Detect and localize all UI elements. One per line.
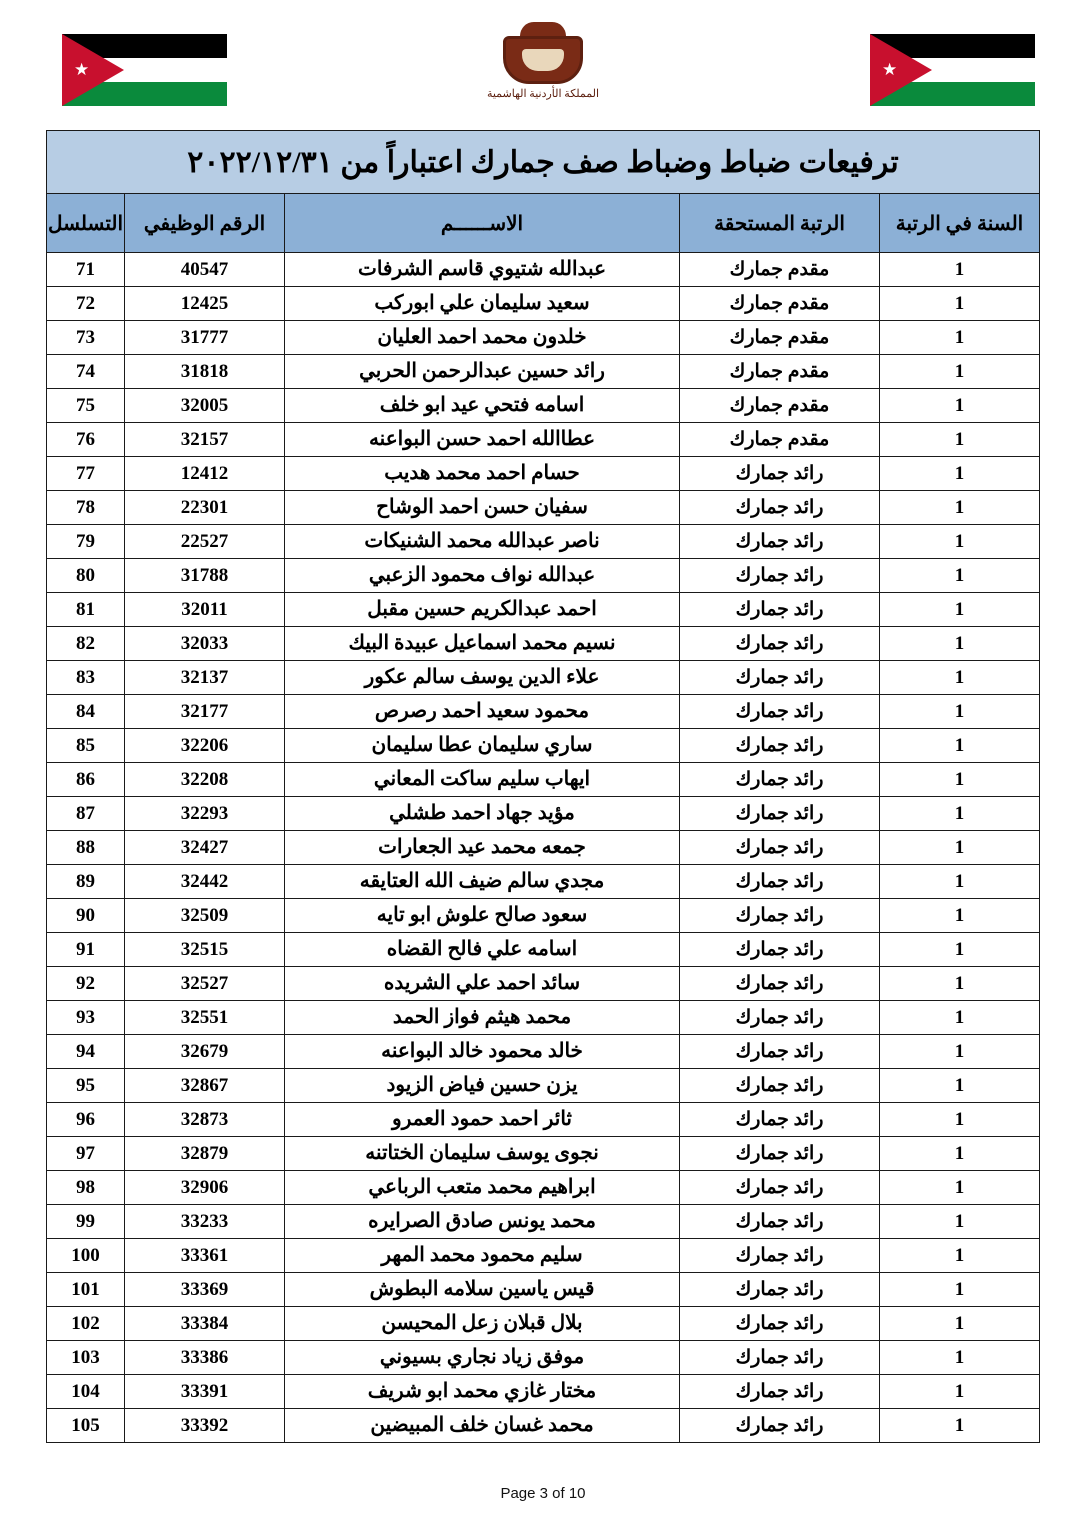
cell-name: ساري سليمان عطا سليمان [285,729,680,763]
cell-rank: رائد جمارك [680,1001,880,1035]
cell-name: ايهاب سليم ساكت المعاني [285,763,680,797]
cell-employee-number: 32206 [125,729,285,763]
cell-rank: رائد جمارك [680,559,880,593]
cell-name: عبدالله نواف محمود الزعبي [285,559,680,593]
table-header-row [47,194,1040,253]
cell-sequence: 90 [47,899,125,933]
cell-rank: رائد جمارك [680,933,880,967]
cell-sequence: 92 [47,967,125,1001]
cell-name: اسامه فتحي عيد ابو خلف [285,389,680,423]
cell-sequence: 93 [47,1001,125,1035]
cell-rank: رائد جمارك [680,1103,880,1137]
cell-year: 1 [880,389,1040,423]
cell-rank: مقدم جمارك [680,253,880,287]
cell-sequence: 100 [47,1239,125,1273]
cell-employee-number: 32011 [125,593,285,627]
cell-rank: رائد جمارك [680,491,880,525]
cell-name: ثائر احمد حمود العمرو [285,1103,680,1137]
table-row [47,389,1040,423]
jordan-flag-right-icon [870,34,1035,106]
cell-sequence: 73 [47,321,125,355]
cell-name: موفق زياد نجاري بسيوني [285,1341,680,1375]
cell-rank: مقدم جمارك [680,423,880,457]
cell-name: مختار غازي محمد ابو شريف [285,1375,680,1409]
cell-year: 1 [880,1341,1040,1375]
cell-rank: رائد جمارك [680,1409,880,1443]
cell-sequence: 77 [47,457,125,491]
cell-rank: رائد جمارك [680,899,880,933]
promotions-table-container [46,130,1040,1443]
cell-rank: رائد جمارك [680,865,880,899]
cell-rank: رائد جمارك [680,1273,880,1307]
table-row [47,1001,1040,1035]
cell-sequence: 102 [47,1307,125,1341]
cell-year: 1 [880,1035,1040,1069]
cell-employee-number: 12412 [125,457,285,491]
national-emblem [458,22,628,100]
emblem-caption: المملكة الأردنية الهاشمية [486,88,600,100]
cell-employee-number: 32679 [125,1035,285,1069]
cell-employee-number: 22527 [125,525,285,559]
cell-rank: مقدم جمارك [680,355,880,389]
cell-rank: مقدم جمارك [680,321,880,355]
cell-name: محمد غسان خلف المبيضين [285,1409,680,1443]
table-row [47,457,1040,491]
cell-sequence: 74 [47,355,125,389]
cell-employee-number: 31818 [125,355,285,389]
cell-employee-number: 33392 [125,1409,285,1443]
cell-employee-number: 32177 [125,695,285,729]
cell-year: 1 [880,797,1040,831]
table-row [47,1239,1040,1273]
cell-name: عبدالله شتيوي قاسم الشرفات [285,253,680,287]
cell-sequence: 83 [47,661,125,695]
cell-year: 1 [880,287,1040,321]
cell-year: 1 [880,865,1040,899]
cell-employee-number: 33233 [125,1205,285,1239]
cell-rank: رائد جمارك [680,831,880,865]
cell-name: بلال قبلان زعل المحيسن [285,1307,680,1341]
cell-sequence: 81 [47,593,125,627]
table-row [47,1171,1040,1205]
cell-rank: رائد جمارك [680,1239,880,1273]
cell-rank: مقدم جمارك [680,287,880,321]
table-title-row [47,131,1040,194]
cell-rank: رائد جمارك [680,661,880,695]
cell-rank: رائد جمارك [680,1137,880,1171]
page-title: ترفيعات ضباط وضباط صف جمارك اعتباراً من ٢٠٢٢/١٢/٣١ [47,131,1040,194]
cell-year: 1 [880,1001,1040,1035]
cell-name: محمود سعيد احمد رصرص [285,695,680,729]
cell-employee-number: 32208 [125,763,285,797]
table-row [47,525,1040,559]
cell-sequence: 84 [47,695,125,729]
cell-sequence: 85 [47,729,125,763]
table-row [47,355,1040,389]
cell-name: ناصر عبدالله محمد الشنيكات [285,525,680,559]
cell-sequence: 76 [47,423,125,457]
cell-name: سائد احمد علي الشريده [285,967,680,1001]
table-row [47,1375,1040,1409]
cell-employee-number: 32873 [125,1103,285,1137]
cell-year: 1 [880,525,1040,559]
cell-year: 1 [880,831,1040,865]
cell-year: 1 [880,1273,1040,1307]
cell-year: 1 [880,1409,1040,1443]
table-row [47,1307,1040,1341]
cell-employee-number: 32427 [125,831,285,865]
cell-year: 1 [880,1205,1040,1239]
cell-year: 1 [880,355,1040,389]
cell-rank: مقدم جمارك [680,389,880,423]
cell-year: 1 [880,1069,1040,1103]
cell-name: رائد حسين عبدالرحمن الحربي [285,355,680,389]
cell-employee-number: 32005 [125,389,285,423]
cell-employee-number: 32551 [125,1001,285,1035]
table-row [47,831,1040,865]
cell-name: محمد يونس صادق الصرايره [285,1205,680,1239]
table-row [47,593,1040,627]
cell-name: خالد محمود خالد البواعنه [285,1035,680,1069]
cell-employee-number: 33369 [125,1273,285,1307]
column-header-sequence: التسلسل [47,194,125,253]
cell-rank: رائد جمارك [680,457,880,491]
cell-name: سفيان حسن احمد الوشاح [285,491,680,525]
cell-employee-number: 31777 [125,321,285,355]
cell-name: مجدي سالم ضيف الله العتايقه [285,865,680,899]
cell-sequence: 99 [47,1205,125,1239]
cell-year: 1 [880,1103,1040,1137]
cell-employee-number: 32527 [125,967,285,1001]
cell-sequence: 72 [47,287,125,321]
column-header-rank: الرتبة المستحقة [680,194,880,253]
table-row [47,933,1040,967]
cell-employee-number: 31788 [125,559,285,593]
cell-sequence: 71 [47,253,125,287]
cell-sequence: 86 [47,763,125,797]
cell-name: محمد هيثم فواز الحمد [285,1001,680,1035]
promotions-table [46,130,1040,1443]
emblem-inner [522,49,564,71]
cell-employee-number: 32879 [125,1137,285,1171]
cell-year: 1 [880,763,1040,797]
cell-employee-number: 32515 [125,933,285,967]
table-row [47,287,1040,321]
emblem-icon [498,22,588,84]
flag-chevron [870,34,932,106]
jordan-flag-left-icon [62,34,227,106]
cell-sequence: 95 [47,1069,125,1103]
cell-rank: رائد جمارك [680,1205,880,1239]
cell-year: 1 [880,661,1040,695]
cell-year: 1 [880,1137,1040,1171]
cell-sequence: 91 [47,933,125,967]
cell-rank: رائد جمارك [680,1375,880,1409]
cell-rank: رائد جمارك [680,1035,880,1069]
cell-sequence: 79 [47,525,125,559]
cell-year: 1 [880,457,1040,491]
cell-rank: رائد جمارك [680,967,880,1001]
table-row [47,967,1040,1001]
table-row [47,865,1040,899]
column-header-year: السنة في الرتبة [880,194,1040,253]
table-row [47,661,1040,695]
cell-year: 1 [880,933,1040,967]
cell-year: 1 [880,1375,1040,1409]
table-row [47,729,1040,763]
cell-rank: رائد جمارك [680,729,880,763]
cell-sequence: 97 [47,1137,125,1171]
cell-employee-number: 22301 [125,491,285,525]
cell-employee-number: 33384 [125,1307,285,1341]
cell-employee-number: 40547 [125,253,285,287]
cell-name: مؤيد جهاد احمد طشلي [285,797,680,831]
cell-rank: رائد جمارك [680,1307,880,1341]
table-row [47,627,1040,661]
cell-rank: رائد جمارك [680,763,880,797]
cell-employee-number: 33361 [125,1239,285,1273]
cell-rank: رائد جمارك [680,695,880,729]
cell-employee-number: 33386 [125,1341,285,1375]
cell-name: اسامه علي فالح القضاه [285,933,680,967]
cell-sequence: 101 [47,1273,125,1307]
table-row [47,695,1040,729]
cell-year: 1 [880,559,1040,593]
cell-sequence: 87 [47,797,125,831]
cell-name: يزن حسين فياض الزيود [285,1069,680,1103]
column-header-name: الاســــــم [285,194,680,253]
cell-name: حسام احمد محمد هديب [285,457,680,491]
cell-sequence: 96 [47,1103,125,1137]
column-header-employee-number: الرقم الوظيفي [125,194,285,253]
cell-name: خلدون محمد احمد العليان [285,321,680,355]
cell-name: قيس ياسين سلامه البطوش [285,1273,680,1307]
table-row [47,1069,1040,1103]
cell-name: سعيد سليمان علي ابوركب [285,287,680,321]
flag-star-icon: ★ [74,60,90,79]
cell-employee-number: 33391 [125,1375,285,1409]
cell-year: 1 [880,593,1040,627]
cell-year: 1 [880,967,1040,1001]
page-footer: Page 3 of 10 [500,1485,586,1502]
table-row [47,1409,1040,1443]
cell-sequence: 98 [47,1171,125,1205]
flag-chevron [62,34,124,106]
cell-employee-number: 32137 [125,661,285,695]
cell-employee-number: 32906 [125,1171,285,1205]
cell-rank: رائد جمارك [680,1069,880,1103]
cell-name: عطاالله احمد حسن البواعنه [285,423,680,457]
cell-rank: رائد جمارك [680,1171,880,1205]
document-header [0,0,1086,130]
cell-employee-number: 32157 [125,423,285,457]
emblem-body [503,36,583,84]
flag-star-icon: ★ [882,60,898,79]
cell-sequence: 88 [47,831,125,865]
cell-year: 1 [880,695,1040,729]
cell-sequence: 105 [47,1409,125,1443]
table-row [47,1205,1040,1239]
table-row [47,423,1040,457]
cell-name: سعود صالح علوش ابو تايه [285,899,680,933]
table-body [47,253,1040,1443]
cell-year: 1 [880,729,1040,763]
cell-year: 1 [880,321,1040,355]
cell-rank: رائد جمارك [680,627,880,661]
table-row [47,1137,1040,1171]
table-row [47,1103,1040,1137]
cell-sequence: 94 [47,1035,125,1069]
cell-employee-number: 32293 [125,797,285,831]
cell-year: 1 [880,1239,1040,1273]
cell-rank: رائد جمارك [680,593,880,627]
cell-rank: رائد جمارك [680,525,880,559]
cell-name: سليم محمود محمد المهر [285,1239,680,1273]
cell-sequence: 103 [47,1341,125,1375]
table-row [47,1341,1040,1375]
cell-employee-number: 32867 [125,1069,285,1103]
cell-sequence: 104 [47,1375,125,1409]
cell-name: نسيم محمد اسماعيل عبيدة البيك [285,627,680,661]
table-row [47,321,1040,355]
cell-name: علاء الدين يوسف سالم عكور [285,661,680,695]
cell-rank: رائد جمارك [680,797,880,831]
cell-sequence: 75 [47,389,125,423]
cell-sequence: 80 [47,559,125,593]
cell-sequence: 89 [47,865,125,899]
cell-employee-number: 32442 [125,865,285,899]
cell-year: 1 [880,627,1040,661]
table-row [47,763,1040,797]
cell-name: نجوى يوسف سليمان الختاتنه [285,1137,680,1171]
cell-sequence: 82 [47,627,125,661]
cell-rank: رائد جمارك [680,1341,880,1375]
cell-employee-number: 32509 [125,899,285,933]
table-row [47,797,1040,831]
cell-name: جمعه محمد عيد الجعارات [285,831,680,865]
table-row [47,253,1040,287]
cell-year: 1 [880,253,1040,287]
cell-year: 1 [880,1171,1040,1205]
cell-year: 1 [880,423,1040,457]
cell-employee-number: 12425 [125,287,285,321]
table-row [47,559,1040,593]
cell-name: احمد عبدالكريم حسين مقبل [285,593,680,627]
table-row [47,1035,1040,1069]
cell-year: 1 [880,1307,1040,1341]
cell-year: 1 [880,899,1040,933]
cell-name: ابراهيم محمد متعب الرباعي [285,1171,680,1205]
cell-year: 1 [880,491,1040,525]
table-row [47,1273,1040,1307]
cell-employee-number: 32033 [125,627,285,661]
table-row [47,491,1040,525]
table-row [47,899,1040,933]
cell-sequence: 78 [47,491,125,525]
